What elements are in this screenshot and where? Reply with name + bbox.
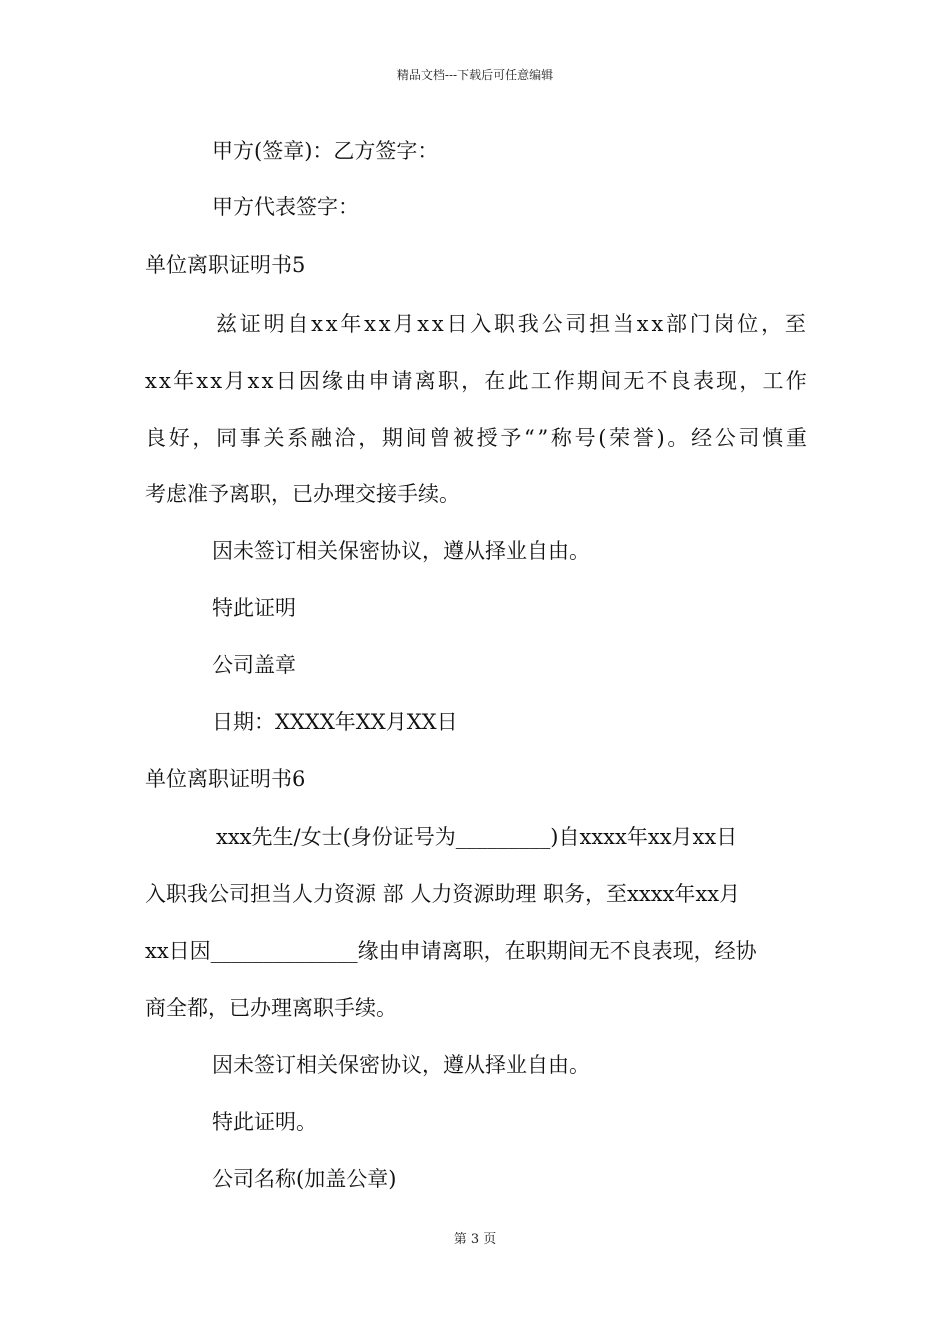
paragraph-text-char: ( (598, 426, 607, 450)
paragraph-text-char: 号 (574, 426, 596, 450)
paragraph-text-char: ) (656, 426, 665, 450)
paragraph-text-char: 至 (784, 312, 806, 336)
paragraph-text-char: 司 (738, 426, 760, 450)
paragraph-text-char: 慎 (762, 426, 784, 450)
paragraph-text-char: 无 (623, 369, 645, 393)
paragraph-text-char: 部 (665, 312, 687, 336)
paragraph-text-char: 期 (577, 369, 598, 393)
paragraph-text-char: 离 (414, 369, 436, 393)
paragraph-text-char: 融 (310, 426, 332, 450)
paragraph-text-char: 予 (500, 426, 522, 450)
paragraph-text-char: ， (358, 426, 380, 450)
paragraph-text-char: 系 (287, 426, 309, 450)
paragraph-text-char: x (417, 312, 430, 336)
paragraph-text-char: 当 (612, 312, 634, 336)
paragraph-text-char: 月 (393, 312, 415, 336)
paragraph-text-char: 曾 (429, 426, 451, 450)
paragraph-text-char: 门 (689, 312, 711, 336)
paragraph-text-char: 良 (669, 369, 691, 393)
page-header: 精品文档---下载后可任意编辑 (396, 68, 554, 82)
paragraph-text-char: x (378, 312, 391, 336)
paragraph-text-char: 工 (762, 369, 784, 393)
paragraph-text-char: 证 (239, 312, 261, 336)
paragraph-text-char: 事 (239, 426, 261, 450)
paragraph-text-char: 关 (263, 426, 285, 450)
paragraph-text-char: ” (537, 426, 549, 450)
paragraph-text-char: x (364, 312, 376, 336)
paragraph-text-char: 年 (340, 312, 362, 336)
paragraph-text-char: 职 (494, 312, 515, 336)
paragraph-text-char: 司 (565, 312, 587, 336)
paragraph-text-char: 不 (646, 369, 668, 393)
paragraph-text-char: 好 (168, 426, 190, 450)
paragraph-text-char: x (651, 312, 664, 336)
paragraph-text-char: 间 (405, 426, 427, 450)
paragraph-text-char: x (431, 312, 444, 336)
paragraph-text-char: 称 (550, 426, 572, 450)
paragraph-text-char: x (311, 312, 323, 336)
confidentiality-line: 因未签订相关保密协议，遵从择业自由。 (212, 539, 590, 563)
paragraph-text-char: 誉 (632, 426, 654, 450)
paragraph-text-char: x (261, 369, 274, 393)
paragraph-text-char: 被 (452, 426, 474, 450)
paragraph-text-char: 月 (224, 369, 246, 393)
company-name-line: 公司名称(加盖公章) (212, 1167, 397, 1191)
section-title-6: 单位离职证明书6 (145, 767, 306, 791)
party-signature-line: 甲方(签章)：乙方签字： (212, 139, 439, 163)
confidentiality-line: 因未签订相关保密协议，遵从择业自由。 (212, 1053, 590, 1077)
paragraph-line: xx日因______________缘由申请离职，在职期间无不良表现，经协 (145, 939, 757, 963)
paragraph-text-char: 明 (263, 312, 285, 336)
paragraph-text-char: 工 (530, 369, 552, 393)
paragraph-text-char: 位 (737, 312, 759, 336)
paragraph-text-char: 入 (470, 312, 492, 336)
paragraph-text-char: 公 (714, 426, 736, 450)
paragraph-text-char: 。 (667, 426, 689, 450)
paragraph-text-char: 自 (287, 312, 309, 336)
certification-line: 特此证明。 (212, 1110, 317, 1134)
paragraph-text-char: 重 (785, 426, 807, 450)
representative-signature-line: 甲方代表签字： (212, 195, 359, 219)
paragraph-text-char: x (196, 369, 209, 393)
paragraph-text-char: x (325, 312, 338, 336)
paragraph-text-char: 请 (391, 369, 413, 393)
paragraph-line (145, 423, 807, 453)
paragraph-text-char: 授 (476, 426, 498, 450)
paragraph-line: 入职我公司担当人力资源 部 人力资源助理 职务，至xxxx年xx月 (145, 882, 741, 906)
paragraph-text-char: 缘 (321, 369, 343, 393)
paragraph-text-char: 由 (345, 369, 367, 393)
paragraph-text-char: 职 (437, 369, 459, 393)
paragraph-text-char: 经 (691, 426, 713, 450)
paragraph-text-char: 因 (298, 369, 320, 393)
paragraph-text-char: 作 (785, 369, 807, 393)
paragraph-line (216, 309, 806, 339)
paragraph-text-char: 期 (381, 426, 403, 450)
paragraph-text-char: 我 (517, 312, 539, 336)
paragraph-text-char: 此 (507, 369, 529, 393)
certification-line: 特此证明 (212, 596, 296, 620)
paragraph-text-char: x (636, 312, 649, 336)
paragraph-text-char: 在 (484, 369, 506, 393)
paragraph-line (145, 366, 807, 396)
paragraph-text-char: x (159, 369, 171, 393)
paragraph-text-char: x (210, 369, 223, 393)
paragraph-text-char: 作 (553, 369, 575, 393)
paragraph-text-char: 表 (692, 369, 714, 393)
paragraph-text-char: 兹 (216, 312, 237, 336)
paragraph-line: 考虑准予离职，已办理交接手续。 (145, 482, 460, 506)
page-number: 第 3 页 (453, 1232, 497, 1247)
paragraph-text-char: 公 (541, 312, 563, 336)
date-line: 日期：XXXX年XX月XX日 (212, 710, 458, 734)
paragraph-text-char: ， (761, 312, 783, 336)
paragraph-text-char: 良 (145, 426, 166, 450)
paragraph-text-char: ， (192, 426, 214, 450)
paragraph-text-char: 年 (173, 369, 195, 393)
paragraph-text-char: 现 (716, 369, 738, 393)
paragraph-text-char: 担 (589, 312, 611, 336)
paragraph-text-char: 间 (600, 369, 622, 393)
paragraph-text-char: 日 (275, 369, 297, 393)
paragraph-line: 商全都，已办理离职手续。 (145, 996, 397, 1020)
section-title-5: 单位离职证明书5 (145, 253, 306, 277)
paragraph-text-char: “ (524, 426, 535, 450)
paragraph-text-char: 日 (446, 312, 468, 336)
paragraph-text-char: 荣 (609, 426, 631, 450)
paragraph-text-char: x (247, 369, 260, 393)
paragraph-text-char: ， (461, 369, 483, 393)
paragraph-text-char: ， (739, 369, 761, 393)
paragraph-text-char: 申 (368, 369, 390, 393)
paragraph-text-char: 同 (216, 426, 238, 450)
paragraph-line: xxx先生/女士(身份证号为_________)自xxxx年xx月xx日 (216, 825, 738, 849)
company-seal-line: 公司盖章 (212, 653, 296, 677)
paragraph-text-char: 洽 (334, 426, 356, 450)
paragraph-text-char: 岗 (713, 312, 735, 336)
paragraph-text-char: x (145, 369, 157, 393)
